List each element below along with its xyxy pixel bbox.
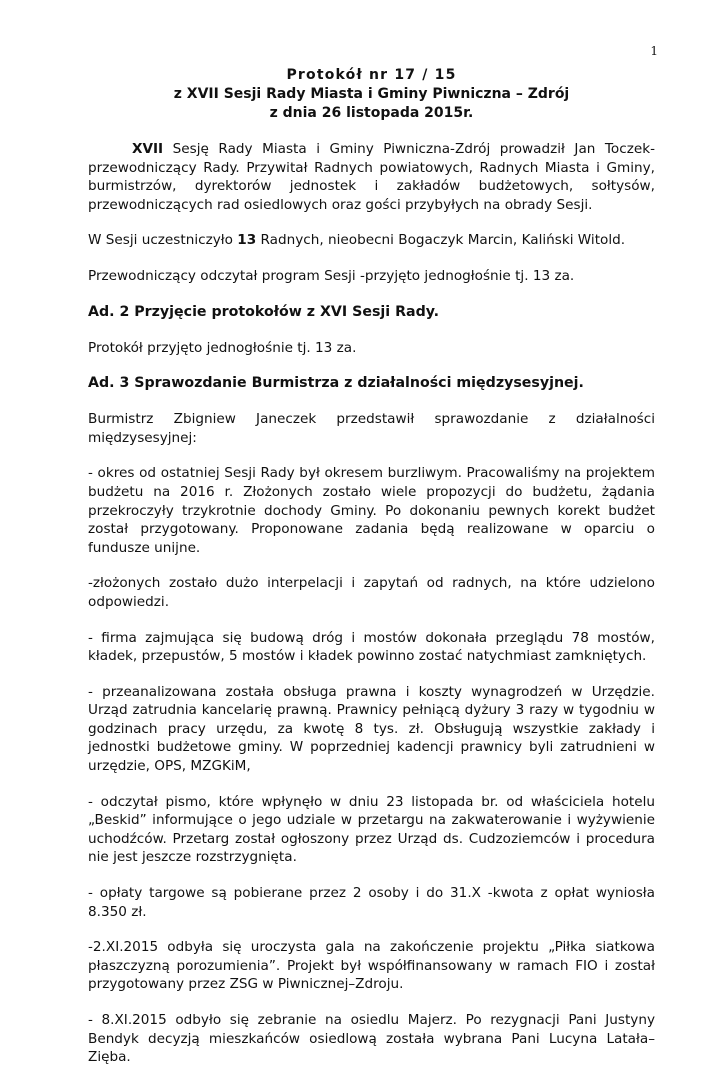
intro-paragraph	[88, 140, 655, 214]
attendance-before: W Sesji uczestniczyło	[88, 232, 238, 249]
page-number: 1	[650, 44, 658, 58]
section-3-heading: Ad. 3 Sprawozdanie Burmistrza z działalności międzysesyjnej.	[88, 375, 584, 392]
title-line-protocol-number: Protokół nr 17 / 15	[286, 67, 457, 83]
attendance-count: 13	[237, 232, 257, 249]
report-item-budget: - okres od ostatniej Sesji Rady był okresem burzliwym. Pracowaliśmy na projektem budżetu na 2016 r. Złożonych zostało wiele propozycji do budżetu, żądania przekroczyły trzykrotnie dochody Gminy. Po dokonaniu pewnych korekt budżet został przygotowany. Proponowane zadania będą realizowane w oparciu o fundusze unijne.	[88, 465, 655, 556]
attendance-paragraph	[88, 231, 655, 250]
report-item-volleyball-gala: -2.XI.2015 odbyła się uroczysta gala na zakończenie projektu „Piłka siatkowa płaszczyzną porozumienia”. Projekt był współfinansowany w ramach FIO i został przygotowany przez ZSG w Piwnicznej–Zdroju.	[88, 939, 655, 993]
document-title	[88, 66, 655, 123]
section-3-intro: Burmistrz Zbigniew Janeczek przedstawił sprawozdanie z działalności międzysesyjnej:	[88, 411, 655, 446]
program-paragraph: Przewodniczący odczytał program Sesji -przyjęto jednogłośnie tj. 13 za.	[88, 267, 575, 284]
section-2-heading: Ad. 2 Przyjęcie protokołów z XVI Sesji Rady.	[88, 303, 440, 320]
report-item-interpellations: -złożonych zostało dużo interpelacji i zapytań od radnych, na które udzielono odpowiedzi.	[88, 575, 655, 610]
report-item-majerz-meeting: - 8.XI.2015 odbyło się zebranie na osiedlu Majerz. Po rezygnacji Pani Justyny Bendyk decyzją mieszkańców osiedlową została wybrana Pani Lucyna Latała–Zięba.	[88, 1012, 655, 1066]
report-item-hotel-letter: - odczytał pismo, które wpłynęło w dniu 23 listopada br. od właściciela hotelu „Beskid” informujące o jego udziale w przetargu na zakwaterowanie i wyżywienie uchodźców. Przetarg został ogłoszony przez Urząd ds. Cudzoziemców i procedura nie jest jeszcze rozstrzygnięta.	[88, 793, 655, 866]
report-item-market-fees: - opłaty targowe są pobierane przez 2 osoby i do 31.X -kwota z opłat wyniosła 8.350 zł.	[88, 885, 655, 920]
title-line-session: z XVII Sesji Rady Miasta i Gminy Piwniczna – Zdrój	[173, 86, 570, 102]
intro-text: Sesję Rady Miasta i Gminy Piwniczna-Zdrój prowadził Jan Toczek-przewodniczący Rady. Przywitał Radnych powiatowych, Radnych Miasta i Gminy, burmistrzów, dyrektorów jednostek i zakładów budżetowych, sołtysów, przewodniczących rad osiedlowych oraz gości przybyłych na obrady Sesji.	[88, 141, 655, 213]
section-2-text: Protokół przyjęto jednogłośnie tj. 13 za.	[88, 339, 357, 356]
report-item-legal-service: - przeanalizowana została obsługa prawna i koszty wynagrodzeń w Urzędzie. Urząd zatrudnia kancelarię prawną. Prawnicy pełniącą dyżury 3 razy w tygodniu w godzinach pracy urzędu, za kwotę 8 tys. zł. Obsługują wszystkie zakłady i jednostki budżetowe gminy. W poprzedniej kadencji prawnicy byli zatrudnieni w urzędzie, OPS, MZGKiM,	[88, 683, 655, 775]
report-item-bridges: - firma zajmująca się budową dróg i mostów dokonała przeglądu 78 mostów, kładek, przepustów, 5 mostów i kładek powinno zostać natychmiast zamkniętych.	[88, 629, 655, 665]
title-line-date: z dnia 26 listopada 2015r.	[269, 105, 474, 121]
session-number-bold: XVII	[132, 141, 164, 157]
document-body	[88, 66, 655, 1067]
attendance-after: Radnych, nieobecni Bogaczyk Marcin, Kaliński Witold.	[256, 232, 626, 249]
